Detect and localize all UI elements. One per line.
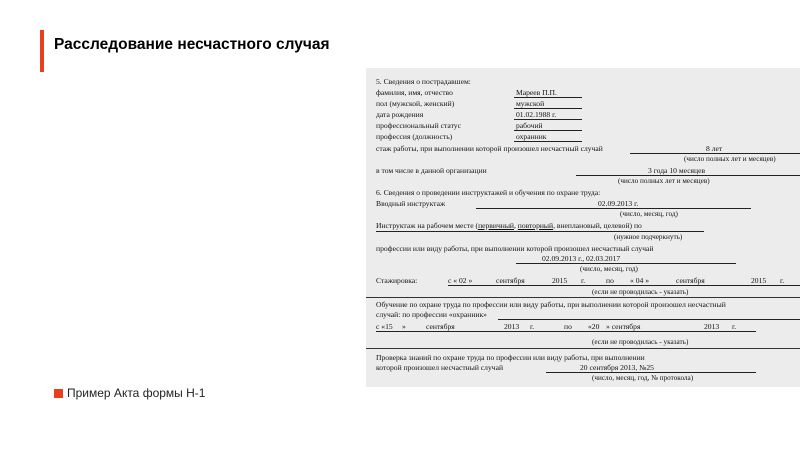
knowledge-check-label: которой произошел несчастный случай bbox=[376, 363, 504, 372]
hint-years-months: (число полных лет и месяцев) bbox=[684, 155, 776, 163]
training-from-month: сентября bbox=[426, 322, 455, 331]
field-value-status: рабочий bbox=[516, 121, 543, 130]
field-underline bbox=[476, 208, 751, 209]
section-6-heading: 6. Сведения о проведении инструктажей и обучения по охране труда: bbox=[376, 188, 601, 197]
training-from-year: 2013 bbox=[504, 322, 520, 331]
briefing-repeat: повторный bbox=[517, 221, 554, 230]
hint-if-not-done-2: (если не проводилась - указать) bbox=[592, 338, 689, 346]
caption-text: Пример Акта формы Н-1 bbox=[67, 386, 206, 400]
briefing-text: Инструктаж на рабочем месте ( bbox=[376, 221, 479, 230]
field-label-internship: Стажировка: bbox=[376, 276, 418, 285]
hint-date: (число, месяц, год) bbox=[620, 210, 678, 218]
internship-from-year-suffix: г. bbox=[581, 276, 586, 285]
internship-to-month: сентября bbox=[676, 276, 705, 285]
field-value-profession: охранник bbox=[516, 132, 547, 141]
field-label-status: профессиональный статус bbox=[376, 121, 461, 130]
section-5-heading: 5. Сведения о пострадавшем: bbox=[376, 77, 471, 86]
field-underline bbox=[514, 119, 582, 120]
field-value-briefing-dates: 02.09.2013 г., 02.03.2017 bbox=[542, 254, 621, 263]
training-from-year-suffix: г. bbox=[530, 322, 535, 331]
field-underline bbox=[376, 331, 756, 332]
field-value-birthdate: 01.02.1988 г. bbox=[516, 110, 557, 119]
hint-years-months-2: (число полных лет и месяцев) bbox=[618, 177, 710, 185]
internship-to-year-suffix: г. bbox=[780, 276, 785, 285]
briefing-rest: , внеплановый, целевой) по bbox=[553, 221, 642, 230]
hint-underline-needed: (нужное подчеркнуть) bbox=[614, 233, 683, 241]
training-from-quote: » bbox=[402, 322, 406, 331]
field-label-birthdate: дата рождения bbox=[376, 110, 424, 119]
field-underline bbox=[514, 97, 582, 98]
slide-caption bbox=[54, 386, 205, 400]
internship-from-month: сентября bbox=[496, 276, 525, 285]
hint-protocol: (число, месяц, год, № протокола) bbox=[592, 374, 694, 382]
training-to-day: «20 bbox=[588, 322, 600, 331]
field-underline bbox=[546, 372, 756, 373]
hint-if-not-done: (если не проводилась - указать) bbox=[592, 288, 689, 296]
training-from-day: с «15 bbox=[376, 322, 393, 331]
field-value-intro-briefing: 02.09.2013 г. bbox=[598, 199, 639, 208]
field-label-workplace-briefing bbox=[376, 221, 642, 230]
field-underline bbox=[516, 263, 736, 264]
knowledge-check-text: Проверка знаний по охране труда по профессии или виду работы, при выполнении bbox=[376, 353, 645, 362]
hint-date-2: (число, месяц, год) bbox=[580, 265, 638, 273]
field-underline bbox=[514, 108, 582, 109]
internship-from-day: с « 02 » bbox=[448, 276, 473, 285]
training-to-year-suffix: г. bbox=[732, 322, 737, 331]
internship-to-year: 2015 bbox=[751, 276, 767, 285]
field-label-org-experience: в том числе в данной организации bbox=[376, 166, 487, 175]
internship-to-label: по bbox=[606, 276, 614, 285]
training-to-month: » сентября bbox=[606, 322, 641, 331]
training-to-year: 2013 bbox=[704, 322, 720, 331]
internship-to-day: « 04 » bbox=[630, 276, 649, 285]
training-text: Обучение по охране труда по профессии или виду работы, при выполнении которой произошел несчастный bbox=[376, 300, 726, 309]
field-value-org-experience: 3 года 10 месяцев bbox=[648, 166, 706, 175]
slide-title: Расследование несчастного случая bbox=[54, 36, 330, 53]
training-to-label: по bbox=[564, 322, 572, 331]
field-value-sex: мужской bbox=[516, 99, 545, 108]
field-underline bbox=[514, 130, 582, 131]
bullet-square-icon bbox=[54, 389, 63, 398]
act-form-scan bbox=[366, 68, 800, 387]
field-value-name: Мареев П.П. bbox=[516, 88, 557, 97]
internship-from-year: 2015 bbox=[552, 276, 568, 285]
training-profession: случай: по профессии «охранник» bbox=[376, 310, 487, 319]
field-underline bbox=[514, 141, 582, 142]
field-underline bbox=[376, 231, 704, 232]
divider bbox=[366, 297, 800, 298]
field-label-sex: пол (мужской, женский) bbox=[376, 99, 455, 108]
field-label-profession: профессия (должность) bbox=[376, 132, 453, 141]
field-value-experience: 8 лет bbox=[706, 144, 723, 153]
briefing-primary: первичный bbox=[478, 221, 514, 230]
briefing-profession-text: профессии или виду работы, при выполнении которой произошел несчастный случай bbox=[376, 244, 654, 253]
field-underline bbox=[576, 175, 800, 176]
field-underline bbox=[498, 319, 800, 320]
briefing-sep: , bbox=[514, 221, 518, 230]
field-label-experience: стаж работы, при выполнении которой произошел несчастный случай bbox=[376, 144, 603, 153]
field-underline bbox=[448, 285, 800, 286]
field-label-intro-briefing: Вводный инструктаж bbox=[376, 199, 446, 208]
divider bbox=[366, 348, 800, 349]
title-accent-bar bbox=[40, 30, 44, 72]
field-underline bbox=[630, 153, 800, 154]
field-label-name: фамилия, имя, отчество bbox=[376, 88, 453, 97]
knowledge-check-value: 20 сентября 2013, №25 bbox=[580, 363, 654, 372]
